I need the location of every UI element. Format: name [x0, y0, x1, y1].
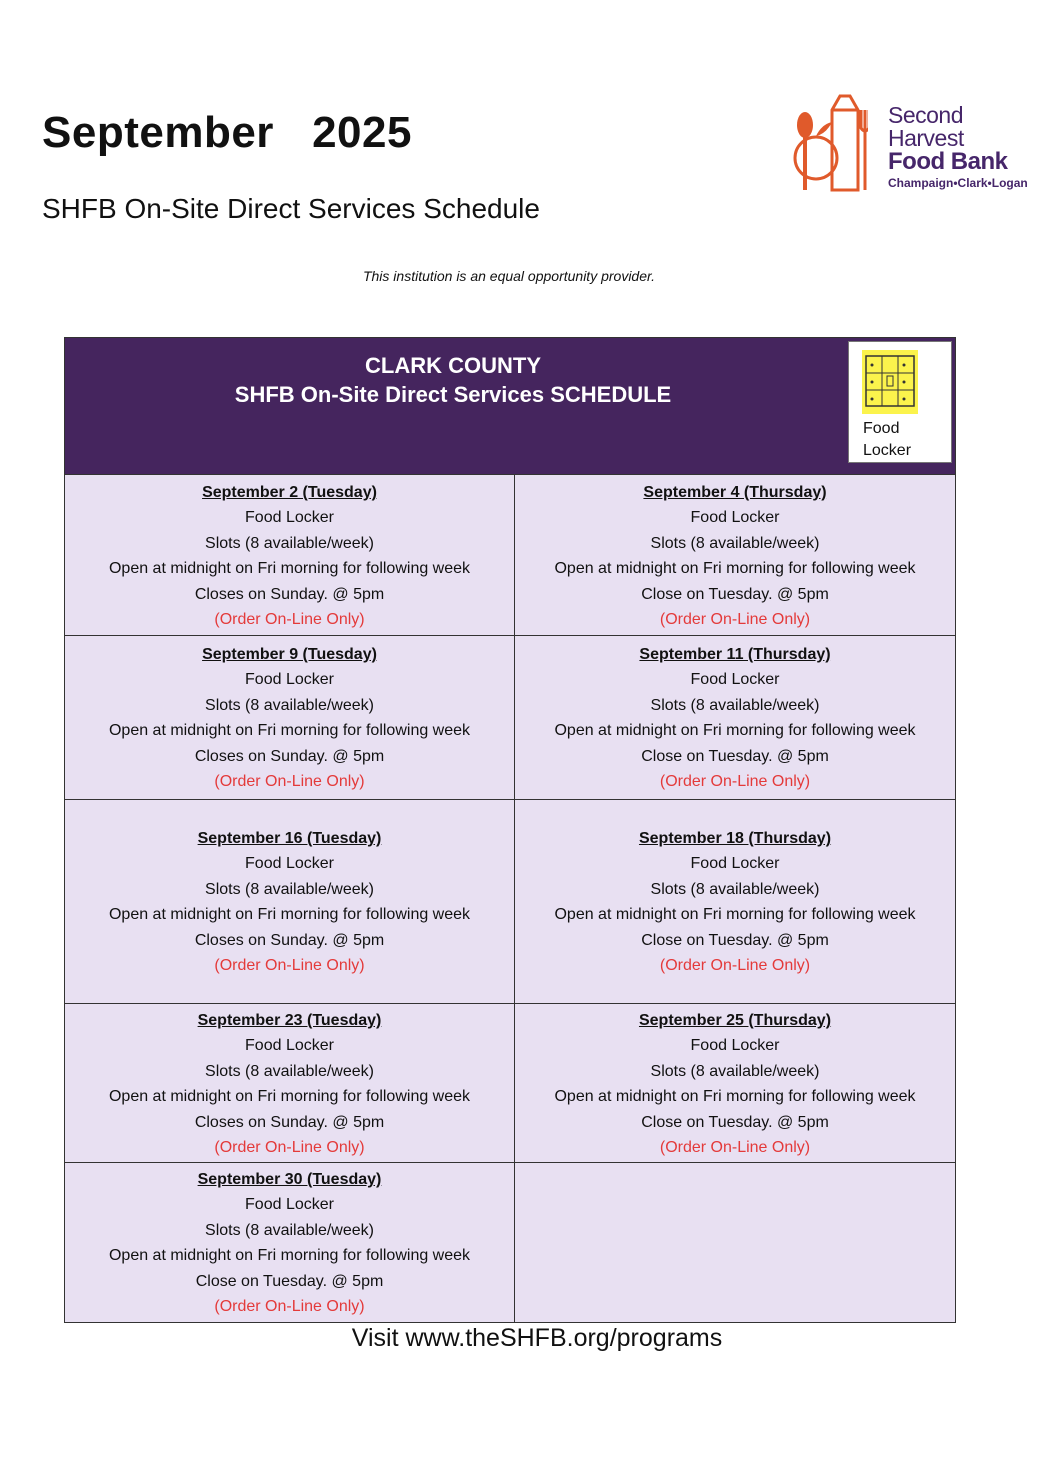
schedule-program: Food Locker [690, 671, 780, 689]
schedule-slots: Slots (8 available/week) [650, 1062, 820, 1080]
schedule-heading: SHFB On-Site Direct Services SCHEDULE [234, 382, 672, 407]
schedule-empty-cell [515, 1163, 956, 1323]
schedule-close: Close on Tuesday. @ 5pm [641, 585, 829, 603]
schedule-note: (Order On-Line Only) [214, 1298, 365, 1316]
schedule-cell [515, 1004, 956, 1163]
schedule-slots: Slots (8 available/week) [205, 1221, 374, 1239]
schedule-open: Open at midnight on Fri morning for following week [108, 1247, 471, 1265]
schedule-header [65, 338, 956, 475]
schedule-open: Open at midnight on Fri morning for following week [108, 906, 471, 924]
schedule-slots: Slots (8 available/week) [650, 880, 820, 898]
schedule-slots: Slots (8 available/week) [650, 534, 820, 552]
schedule-close: Close on Tuesday. @ 5pm [641, 1113, 829, 1131]
schedule-date: September 23 (Tuesday) [197, 1012, 382, 1029]
schedule-slots: Slots (8 available/week) [205, 1062, 374, 1080]
legend-label: Food Locker [863, 420, 912, 459]
schedule-note: (Order On-Line Only) [659, 773, 811, 791]
schedule-slots: Slots (8 available/week) [205, 534, 374, 552]
logo-line-harvest: Harvest [888, 125, 964, 151]
schedule-program: Food Locker [690, 855, 780, 873]
schedule-date: September 2 (Tuesday) [202, 484, 377, 501]
schedule-note: (Order On-Line Only) [659, 957, 811, 975]
schedule-open: Open at midnight on Fri morning for following week [108, 722, 471, 740]
schedule-close: Closes on Sunday. @ 5pm [194, 931, 385, 949]
schedule-close: Closes on Sunday. @ 5pm [194, 747, 385, 765]
shfb-logo [788, 92, 1038, 197]
schedule-table [64, 337, 956, 1323]
county-heading: CLARK COUNTY [365, 353, 541, 378]
schedule-open: Open at midnight on Fri morning for following week [108, 560, 471, 578]
logo-line-second: Second [888, 102, 964, 128]
schedule-cell [65, 1004, 515, 1163]
legend-box [848, 341, 952, 463]
footer-visit-link: Visit www.theSHFB.org/programs [351, 1324, 723, 1352]
equal-opportunity-statement: This institution is an equal opportunity provider. [362, 268, 656, 284]
schedule-note: (Order On-Line Only) [214, 773, 365, 791]
schedule-note: (Order On-Line Only) [214, 611, 365, 629]
schedule-open: Open at midnight on Fri morning for following week [554, 722, 916, 740]
schedule-cell [515, 800, 956, 1004]
schedule-date: September 4 (Thursday) [643, 484, 827, 501]
schedule-cell [65, 475, 515, 636]
schedule-close: Closes on Sunday. @ 5pm [194, 1113, 385, 1131]
schedule-program: Food Locker [245, 1196, 334, 1214]
schedule-slots: Slots (8 available/week) [205, 696, 374, 714]
schedule-cell [65, 636, 515, 800]
schedule-program: Food Locker [690, 1037, 780, 1055]
schedule-date: September 18 (Thursday) [638, 830, 832, 847]
schedule-close: Closes on Sunday. @ 5pm [194, 585, 385, 603]
schedule-note: (Order On-Line Only) [659, 1139, 811, 1157]
schedule-open: Open at midnight on Fri morning for following week [554, 560, 916, 578]
schedule-date: September 16 (Tuesday) [197, 830, 382, 847]
schedule-cell [65, 1163, 515, 1323]
schedule-close: Close on Tuesday. @ 5pm [641, 747, 829, 765]
schedule-note: (Order On-Line Only) [659, 611, 811, 629]
schedule-cell [515, 636, 956, 800]
schedule-program: Food Locker [690, 509, 780, 527]
schedule-program: Food Locker [245, 671, 334, 689]
schedule-program: Food Locker [245, 855, 334, 873]
schedule-cell [65, 800, 515, 1004]
page-subtitle: SHFB On-Site Direct Services Schedule [42, 193, 540, 224]
schedule-slots: Slots (8 available/week) [650, 696, 820, 714]
schedule-date: September 9 (Tuesday) [202, 646, 377, 663]
schedule-date: September 25 (Thursday) [638, 1012, 832, 1029]
logo-line-food-bank: Food Bank [888, 148, 1008, 175]
schedule-program: Food Locker [245, 509, 334, 527]
schedule-slots: Slots (8 available/week) [205, 880, 374, 898]
schedule-close: Close on Tuesday. @ 5pm [641, 931, 829, 949]
logo-graphic-icon [788, 92, 868, 197]
schedule-open: Open at midnight on Fri morning for following week [554, 1088, 916, 1106]
logo-line-counties: Champaign•Clark•Logan [888, 176, 1028, 190]
schedule-note: (Order On-Line Only) [214, 1139, 365, 1157]
schedule-note: (Order On-Line Only) [214, 957, 365, 975]
schedule-date: September 30 (Tuesday) [197, 1171, 382, 1188]
schedule-date: September 11 (Thursday) [639, 646, 831, 663]
food-locker-icon [862, 350, 918, 414]
schedule-cell [515, 475, 956, 636]
schedule-close: Close on Tuesday. @ 5pm [195, 1272, 384, 1290]
schedule-open: Open at midnight on Fri morning for following week [554, 906, 916, 924]
page-title: September 2025 [42, 108, 412, 157]
schedule-program: Food Locker [245, 1037, 334, 1055]
schedule-open: Open at midnight on Fri morning for following week [108, 1088, 471, 1106]
